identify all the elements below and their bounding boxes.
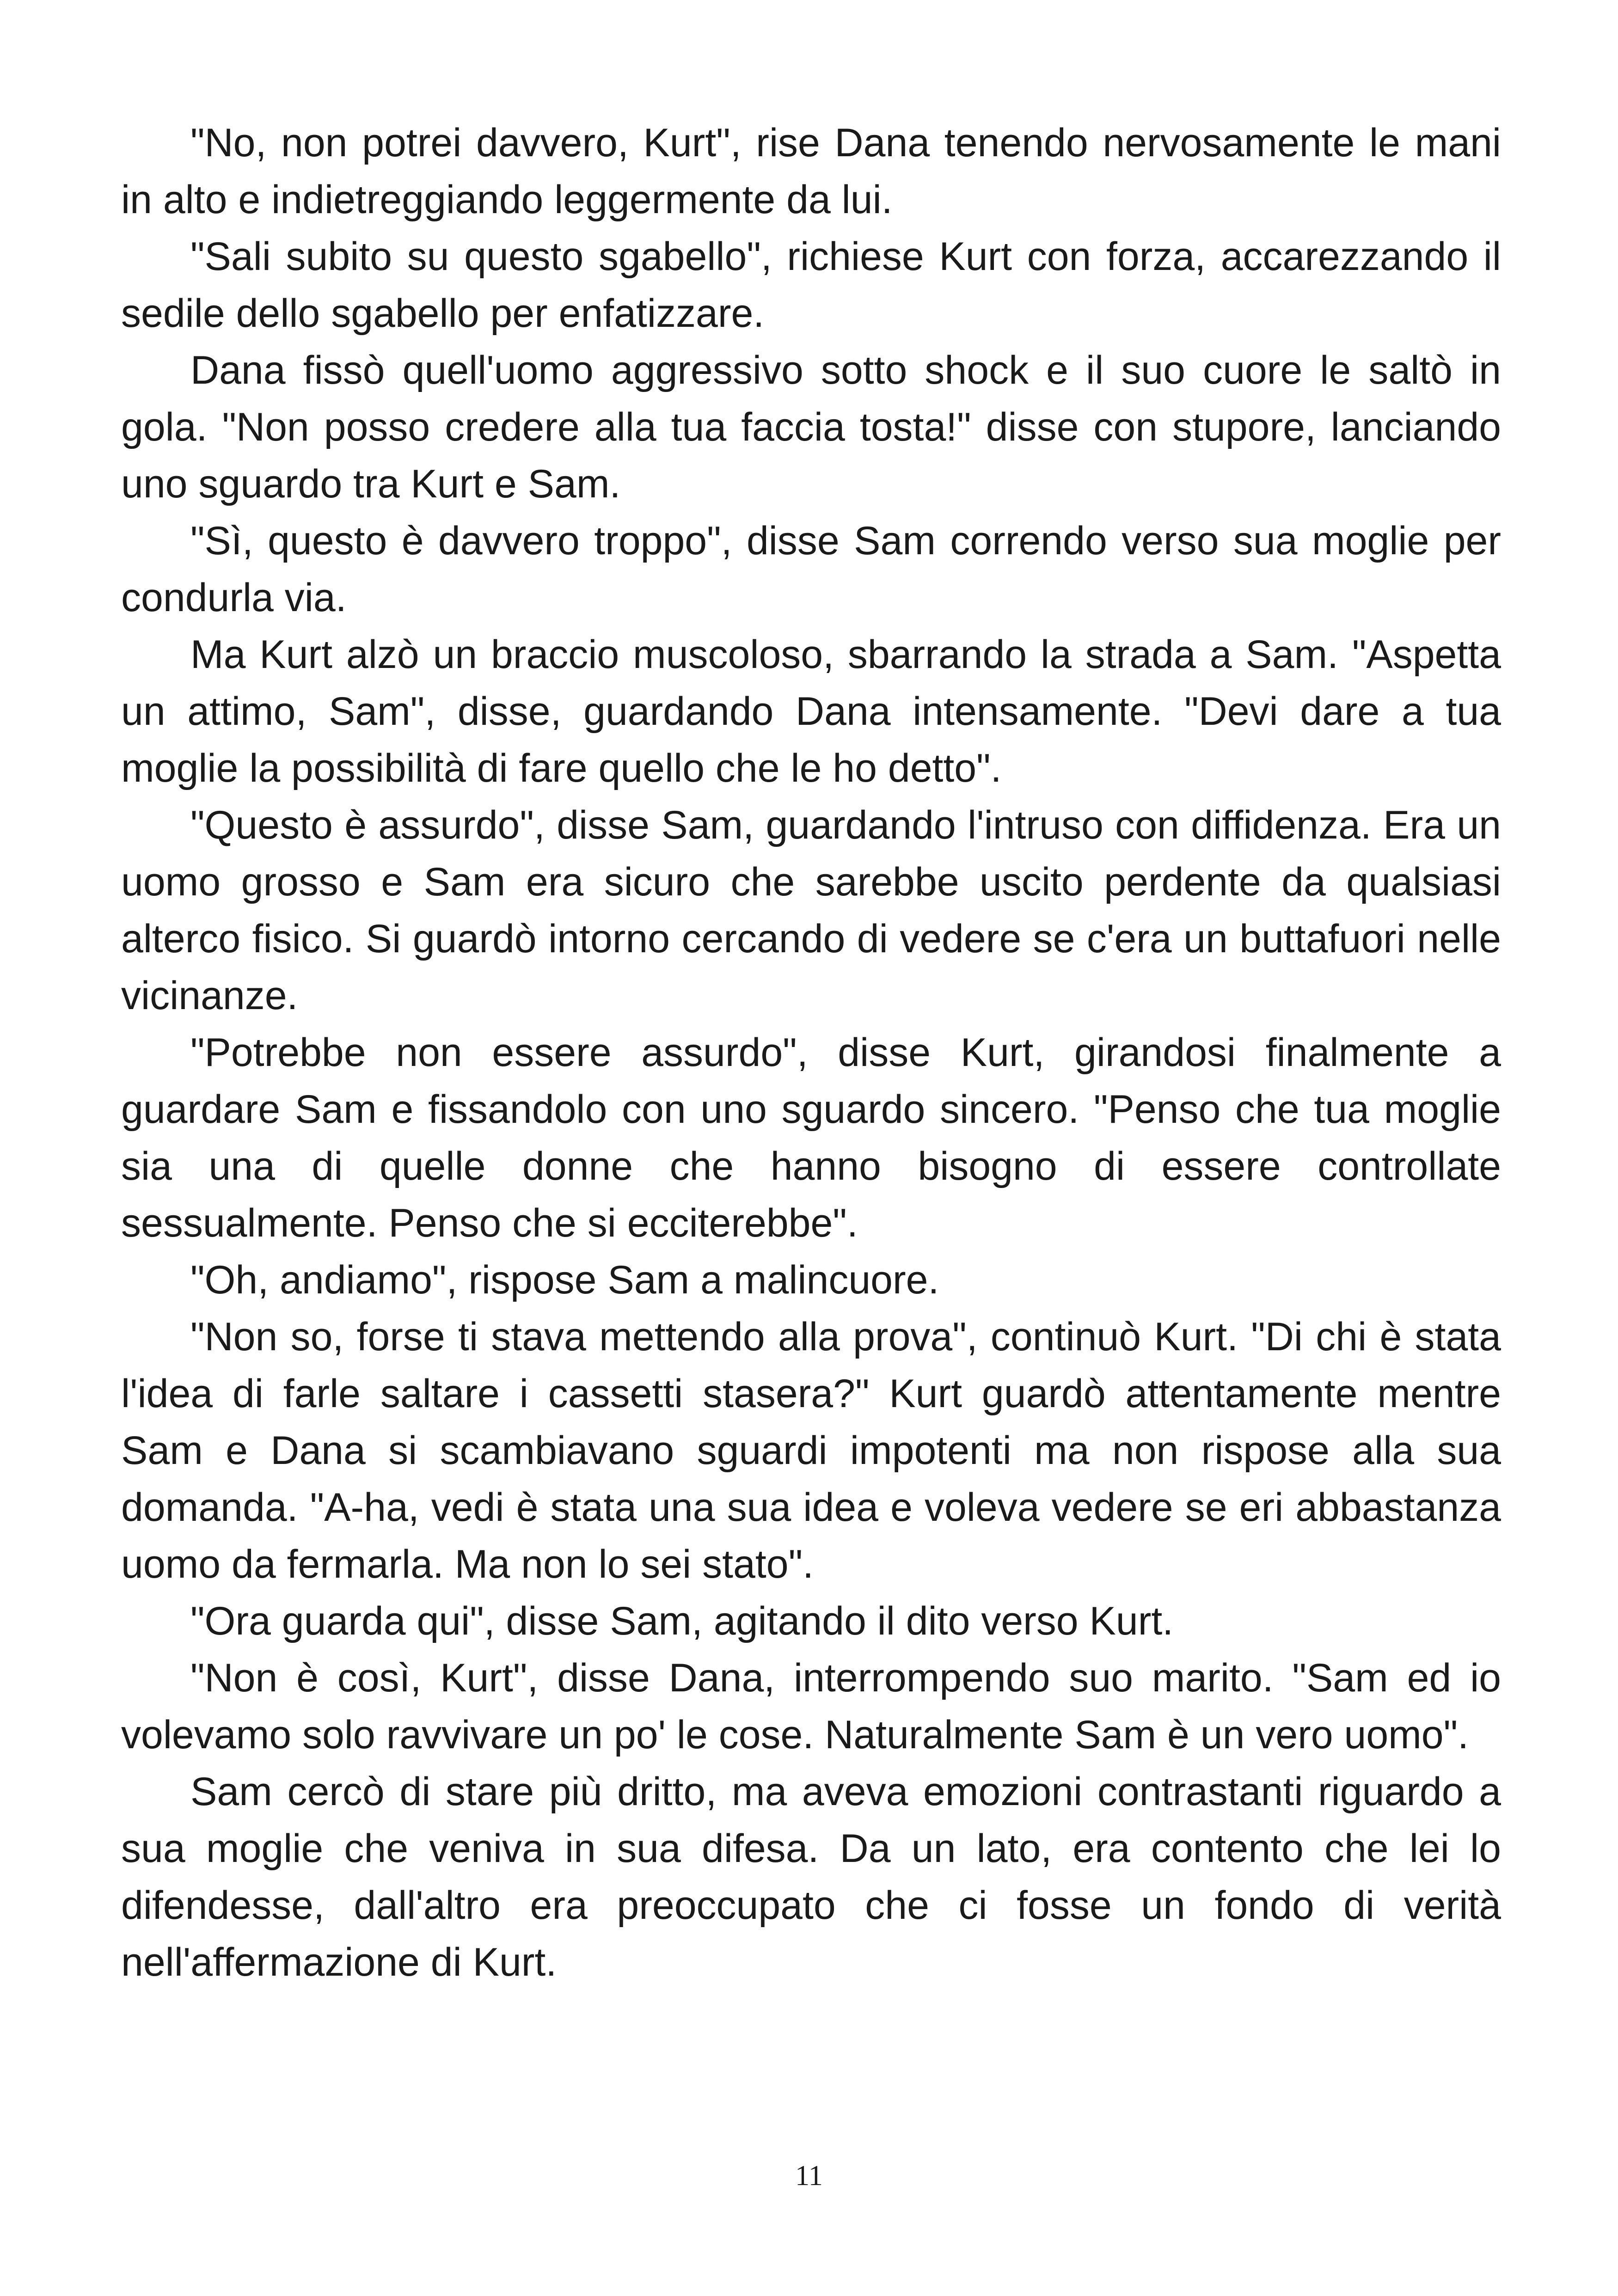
paragraph: "Sì, questo è davvero troppo", disse Sam correndo verso sua moglie per condurla via. [121, 519, 1501, 620]
paragraph: "Sali subito su questo sgabello", richiese Kurt con forza, accarezzando il sedile dello sgabello per enfatizzare. [121, 234, 1501, 336]
paragraph: Dana fissò quell'uomo aggressivo sotto shock e il suo cuore le saltò in gola. "Non posso credere alla tua faccia tosta!" disse con stupore, lanciando uno sguardo tra Kurt e Sam. [121, 348, 1501, 506]
paragraph: "Oh, andiamo", rispose Sam a malincuore. [190, 1258, 939, 1302]
paragraph: Sam cercò di stare più dritto, ma aveva emozioni contrastanti riguardo a sua moglie che veniva in sua difesa. Da un lato, era contento che lei lo difendesse, dall'altro era preoccupato che ci fosse un fondo di verità nell'affermazione di Kurt. [121, 1769, 1501, 1984]
paragraph: "Non so, forse ti stava mettendo alla prova", continuò Kurt. "Di chi è stata l'idea di farle saltare i cassetti stasera?" Kurt guardò attentamente mentre Sam e Dana si scambiavano sguardi impotenti ma non rispose alla sua domanda. "A-ha, vedi è stata una sua idea e voleva vedere se eri abbastanza uomo da fermarla. Ma non lo sei stato". [121, 1315, 1501, 1586]
page-number: 11 [795, 2160, 823, 2192]
paragraph: "Non è così, Kurt", disse Dana, interrompendo suo marito. "Sam ed io volevamo solo ravvivare un po' le cose. Naturalmente Sam è un vero uomo". [121, 1656, 1501, 1757]
paragraph: Ma Kurt alzò un braccio muscoloso, sbarrando la strada a Sam. "Aspetta un attimo, Sam", disse, guardando Dana intensamente. "Devi dare a tua moglie la possibilità di fare quello che le ho detto". [121, 632, 1501, 790]
paragraph: "Questo è assurdo", disse Sam, guardando l'intruso con diffidenza. Era un uomo grosso e Sam era sicuro che sarebbe uscito perdente da qualsiasi alterco fisico. Si guardò intorno cercando di vedere se c'era un buttafuori nelle vicinanze. [121, 803, 1501, 1018]
paragraph: "Ora guarda qui", disse Sam, agitando il dito verso Kurt. [190, 1599, 1174, 1643]
paragraph: "Potrebbe non essere assurdo", disse Kurt, girandosi finalmente a guardare Sam e fissandolo con uno sguardo sincero. "Penso che tua moglie sia una di quelle donne che hanno bisogno di essere controllate sessualmente. Penso che si ecciterebbe". [121, 1030, 1501, 1245]
body-text [121, 115, 1501, 1991]
paragraph: "No, non potrei davvero, Kurt", rise Dana tenendo nervosamente le mani in alto e indietreggiando leggermente da lui. [121, 121, 1501, 222]
